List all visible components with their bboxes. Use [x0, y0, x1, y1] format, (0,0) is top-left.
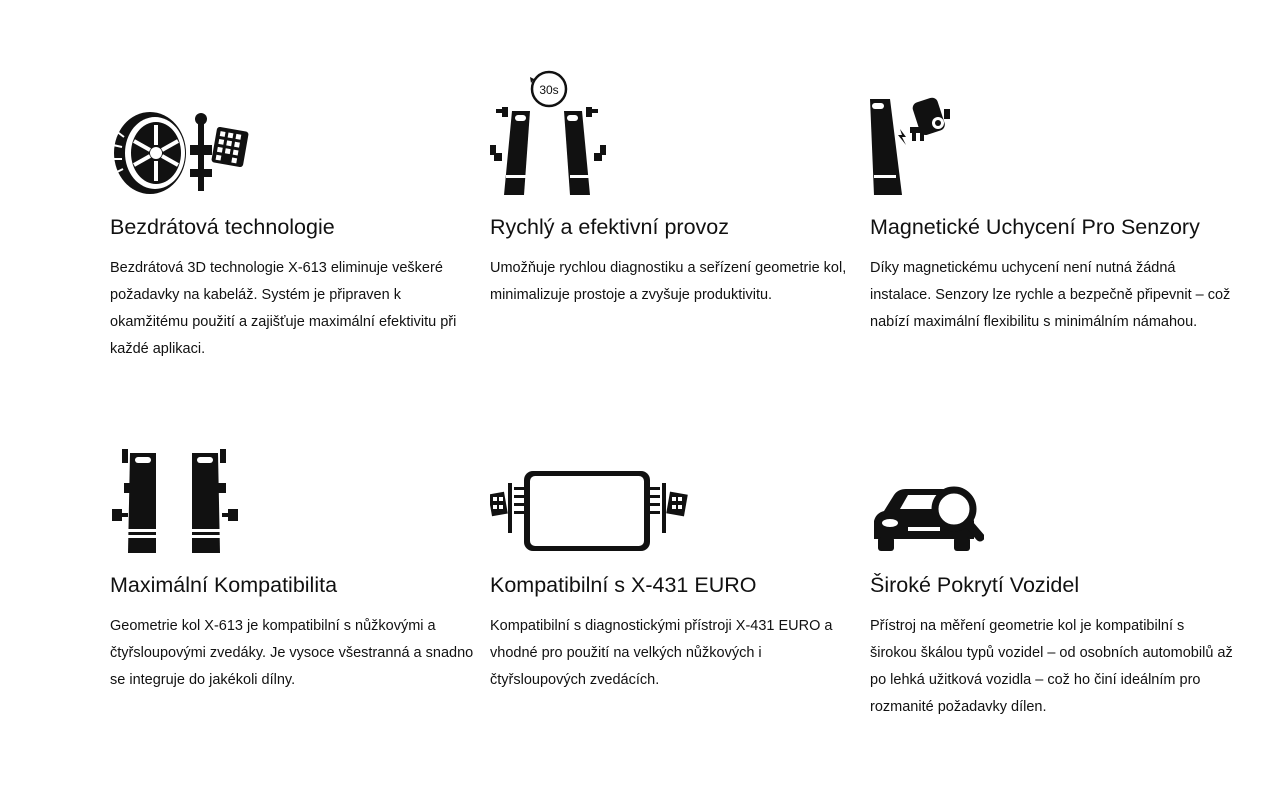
feature-title: Široké Pokrytí Vozidel — [870, 573, 1080, 597]
timer-label: 30s — [539, 83, 559, 97]
lift-compatibility-icon — [110, 453, 475, 553]
feature-description: Kompatibilní s diagnostickými přístroji X-431 EURO a vhodné pro použití na velkých nůžkových i čtyřsloupových zvedácích. — [490, 618, 833, 688]
feature-title: Bezdrátová technologie — [110, 215, 335, 239]
feature-description: Bezdrátová 3D technologie X-613 eliminuje veškeré požadavky na kabeláž. Systém je připraven k okamžitému použití a zajišťuje maximální efektivitu při každé aplikaci. — [110, 260, 457, 357]
feature-title: Magnetické Uchycení Pro Senzory — [870, 215, 1200, 239]
tablet-sensors-icon — [490, 453, 855, 553]
magnetic-mount-icon — [870, 95, 1235, 195]
feature-magnetic-mount — [870, 95, 1235, 336]
feature-vehicle-coverage — [870, 453, 1235, 721]
feature-description: Přístroj na měření geometrie kol je kompatibilní s širokou škálou typů vozidel – od osobních automobilů až po lehká užitková vozidla – což ho činí ideálním pro rozmanité požadavky dílen. — [870, 618, 1233, 715]
feature-wireless — [110, 95, 475, 363]
feature-title: Rychlý a efektivní provoz — [490, 215, 729, 239]
feature-compatibility — [110, 453, 475, 694]
feature-description: Umožňuje rychlou diagnostiku a seřízení geometrie kol, minimalizuje prostoje a zvyšuje produktivitu. — [490, 260, 847, 303]
fast-lift-timer-icon — [490, 83, 855, 195]
feature-x431-compat — [490, 453, 855, 694]
feature-description: Geometrie kol X-613 je kompatibilní s nůžkovými a čtyřsloupovými zvedáky. Je vysoce všestranná a snadno se integruje do jakékoli dílny. — [110, 618, 474, 688]
wheel-sensor-icon — [110, 95, 475, 195]
feature-title: Kompatibilní s X-431 EURO — [490, 573, 757, 597]
feature-title: Maximální Kompatibilita — [110, 573, 338, 597]
car-search-icon — [870, 453, 1235, 553]
feature-description: Díky magnetickému uchycení není nutná žádná instalace. Senzory lze rychle a bezpečně připevnit – což nabízí maximální flexibilitu s minimálním námahou. — [870, 260, 1231, 330]
feature-fast-operation — [490, 83, 855, 309]
